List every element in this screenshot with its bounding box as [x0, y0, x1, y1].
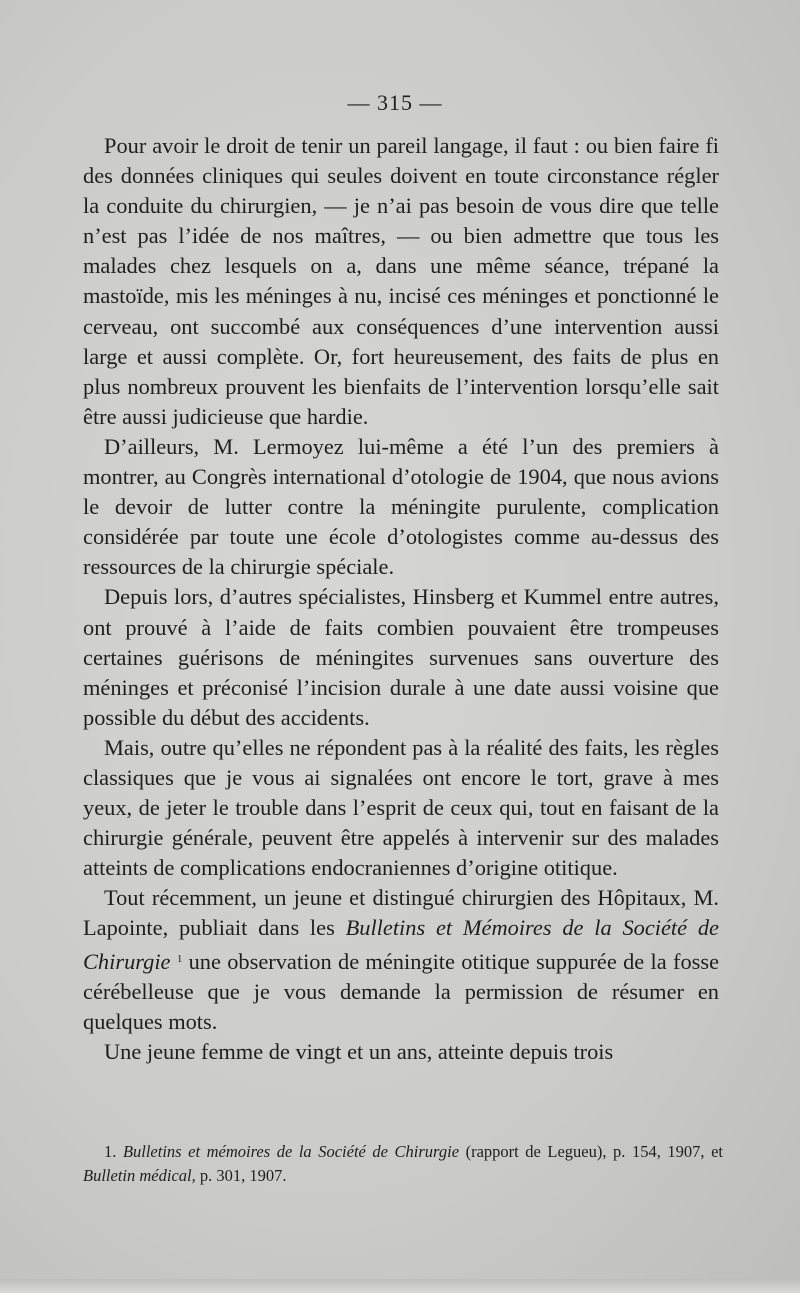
footnote-italic-b: Bulletin médical,: [83, 1166, 196, 1185]
body-text: [83, 131, 719, 1067]
paragraph-1: Pour avoir le droit de tenir un pareil langage, il faut : ou bien faire fi des données cliniques qui seules doivent en toute circonstance régler la conduite du chirurgien, — je n’ai pas besoin de vous dire que telle n’est pas l’idée de nos maîtres, — ou bien admettre que tous les malades chez lesquels on a, dans une même séance, trépané la mastoïde, mis les méninges à nu, incisé ces méninges et ponctionné le cerveau, ont succombé aux conséquences d’une intervention aussi large et aussi complète. Or, fort heureusement, des faits de plus en plus nombreux prouvent les bienfaits de l’intervention lorsqu’elle sait être aussi judicieuse que hardie.: [83, 133, 719, 429]
footnote-text-a: (rapport de Legueu), p. 154, 1907, et: [459, 1142, 724, 1161]
page-number: — 315 —: [347, 90, 443, 115]
paragraph-5-text-a: Tout récemment, un jeune et distingué chirurgien des Hôpitaux, M. Lapointe, publiait dans les: [83, 885, 719, 941]
paragraph-5-text-b: une observation de méningite otitique suppurée de la fosse cérébelleuse que je vous demande la permission de résumer en quelques mots.: [83, 948, 720, 1034]
footnote: [83, 1140, 723, 1188]
paragraph-3: Depuis lors, d’autres spécialistes, Hinsberg et Kummel entre autres, ont prouvé à l’aide de faits combien pouvaient être trompeuses certaines guérisons de méningites survenues sans ouverture des méninges et préconisé l’incision durale à une date aussi voisine que possible du début des accidents.: [83, 584, 719, 730]
footnote-number: 1.: [104, 1142, 117, 1161]
paragraph-2: D’ailleurs, M. Lermoyez lui-même a été l’un des premiers à montrer, au Congrès international d’otologie de 1904, que nous avions le devoir de lutter contre la méningite purulente, complication considérée par toute une école d’otologistes comme au-dessus des ressources de la chirurgie spéciale.: [83, 433, 719, 580]
paragraph-4: Mais, outre qu’elles ne répondent pas à la réalité des faits, les règles classiques que je vous ai signalées ont encore le tort, grave à mes yeux, de jeter le trouble dans l’esprit de ceux qui, tout en faisant de la chirurgie générale, peuvent être appelés à intervenir sur des malades atteints de complications endocraniennes d’origine otitique.: [83, 734, 719, 881]
journal-title: Bulletins et Mémoires de la Société de Chirurgie: [83, 915, 719, 974]
paragraph-5: [83, 883, 719, 1036]
footnote-italic-a: Bulletins et mémoires de la Société de Chirurgie: [122, 1142, 460, 1161]
paragraph-6: Une jeune femme de vingt et un ans, atteinte depuis trois: [104, 1038, 614, 1064]
footnote-marker: 1: [176, 952, 183, 965]
page-bottom-edge: [0, 1279, 800, 1293]
footnote-text-b: p. 301, 1907.: [195, 1166, 287, 1185]
